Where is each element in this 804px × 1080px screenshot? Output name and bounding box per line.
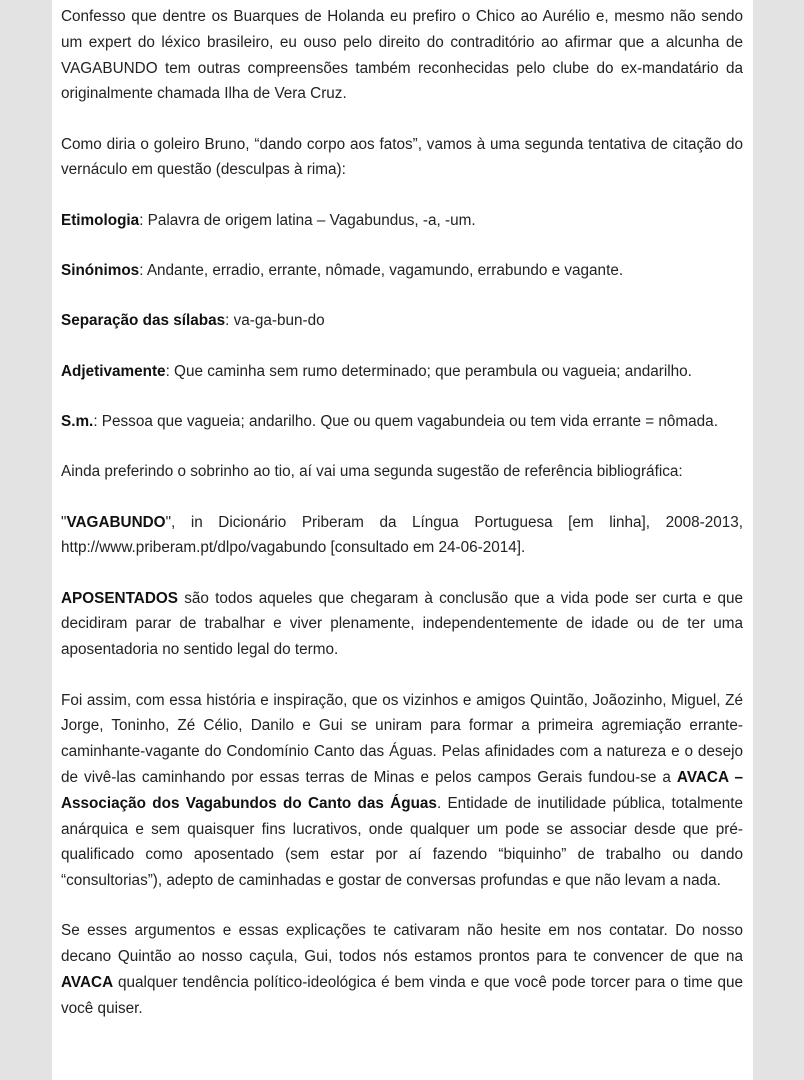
syllables-text: : va-ga-bun-do bbox=[225, 312, 325, 330]
intro-text: Confesso que dentre os Buarques de Holanda eu prefiro o Chico ao Aurélio e, mesmo não sendo um expert do léxico brasileiro, eu ouso pelo direito do contraditório ao afirmar que a alcunha de VAGABUNDO tem outras compreensões também reconhecidas pelo clube do ex-mandatário da originalmente chamada Ilha de Vera Cruz. bbox=[61, 8, 743, 103]
etymology-entry bbox=[61, 208, 743, 234]
closing-paragraph bbox=[61, 918, 743, 1021]
citation-intro-paragraph bbox=[61, 132, 743, 184]
closing-text-c: qualquer tendência político-ideológica é bem vinda e que você pode torcer para o time que você quiser. bbox=[61, 974, 743, 1017]
association-name: AVACA – Associação dos Vagabundos do Canto das Águas bbox=[61, 768, 743, 812]
closing-text-a: Se esses argumentos e essas explicações te cativaram não hesite em nos contatar. Do nosso decano Quintão ao nosso caçula, Gui, todos nós estamos prontos para te convencer de que na bbox=[61, 922, 743, 966]
noun-text: : Pessoa que vagueia; andarilho. Que ou quem vagabundeia ou tem vida errante = nômada. bbox=[93, 412, 718, 430]
founding-text-c: . Entidade de inutilidade pública, totalmente anárquica e sem quaisquer fins lucrativos, onde qualquer um pode se associar desde que pré-qualificado como aposentado (sem estar por aí fazendo “biquinho” de trabalho ou dando “consultorias”), adepto de caminhadas e gostar de conversas profundas e que não levam a nada. bbox=[61, 794, 743, 890]
reference-paragraph bbox=[61, 510, 743, 562]
noun-entry bbox=[61, 409, 743, 435]
retirees-term: APOSENTADOS bbox=[61, 589, 179, 607]
intro-paragraph bbox=[61, 4, 743, 107]
syllables-entry bbox=[61, 308, 743, 334]
reference-term: VAGABUNDO bbox=[66, 513, 166, 531]
synonyms-label: Sinónimos bbox=[61, 262, 140, 280]
citation-intro-text: Como diria o goleiro Bruno, “dando corpo aos fatos”, vamos à uma segunda tentativa de citação do vernáculo em questão (desculpas à rima): bbox=[61, 135, 743, 179]
etymology-text: : Palavra de origem latina – Vagabundus, -a, -um. bbox=[139, 211, 476, 229]
reference-intro-paragraph bbox=[61, 459, 743, 485]
adjective-text: : Que caminha sem rumo determinado; que perambula ou vagueia; andarilho. bbox=[165, 362, 692, 380]
reference-text: ", in Dicionário Priberam da Língua Portuguesa [em linha], 2008-2013, http://www.priberam.pt/dlpo/vagabundo [consultado em 24-06-2014]. bbox=[61, 513, 743, 557]
article-body bbox=[61, 4, 743, 1046]
syllables-label: Separação das sílabas bbox=[61, 312, 226, 330]
synonyms-entry bbox=[61, 258, 743, 284]
founding-text-a: Foi assim, com essa história e inspiração, que os vizinhos e amigos Quintão, Joãozinho, Miguel, Zé Jorge, Toninho, Zé Célio, Danilo e Gui se uniram para formar a primeira agremiação errante-caminhante-vagante do Condomínio Canto das Águas. Pelas afinidades com a natureza e o desejo de vivê-las caminhando por essas terras de Minas e pelos campos Gerais fundou-se a bbox=[61, 691, 743, 786]
founding-paragraph bbox=[61, 688, 743, 894]
adjective-entry bbox=[61, 359, 743, 385]
retirees-paragraph bbox=[61, 586, 743, 663]
retirees-text: são todos aqueles que chegaram à conclusão que a vida pode ser curta e que decidiram parar de trabalhar e viver plenamente, independentemente de idade ou de ter uma aposentadoria no sentido legal do termo. bbox=[61, 589, 743, 659]
synonyms-text: : Andante, erradio, errante, nômade, vagamundo, errabundo e vagante. bbox=[139, 262, 624, 280]
article-page bbox=[52, 0, 753, 1080]
avaca-name: AVACA bbox=[61, 974, 114, 992]
reference-intro-text: Ainda preferindo o sobrinho ao tio, aí vai uma segunda sugestão de referência bibliográfica: bbox=[61, 463, 683, 481]
etymology-label: Etimologia bbox=[61, 211, 140, 229]
adjective-label: Adjetivamente bbox=[61, 362, 166, 380]
noun-label: S.m. bbox=[61, 412, 94, 430]
reference-open-quote: " bbox=[61, 513, 67, 531]
